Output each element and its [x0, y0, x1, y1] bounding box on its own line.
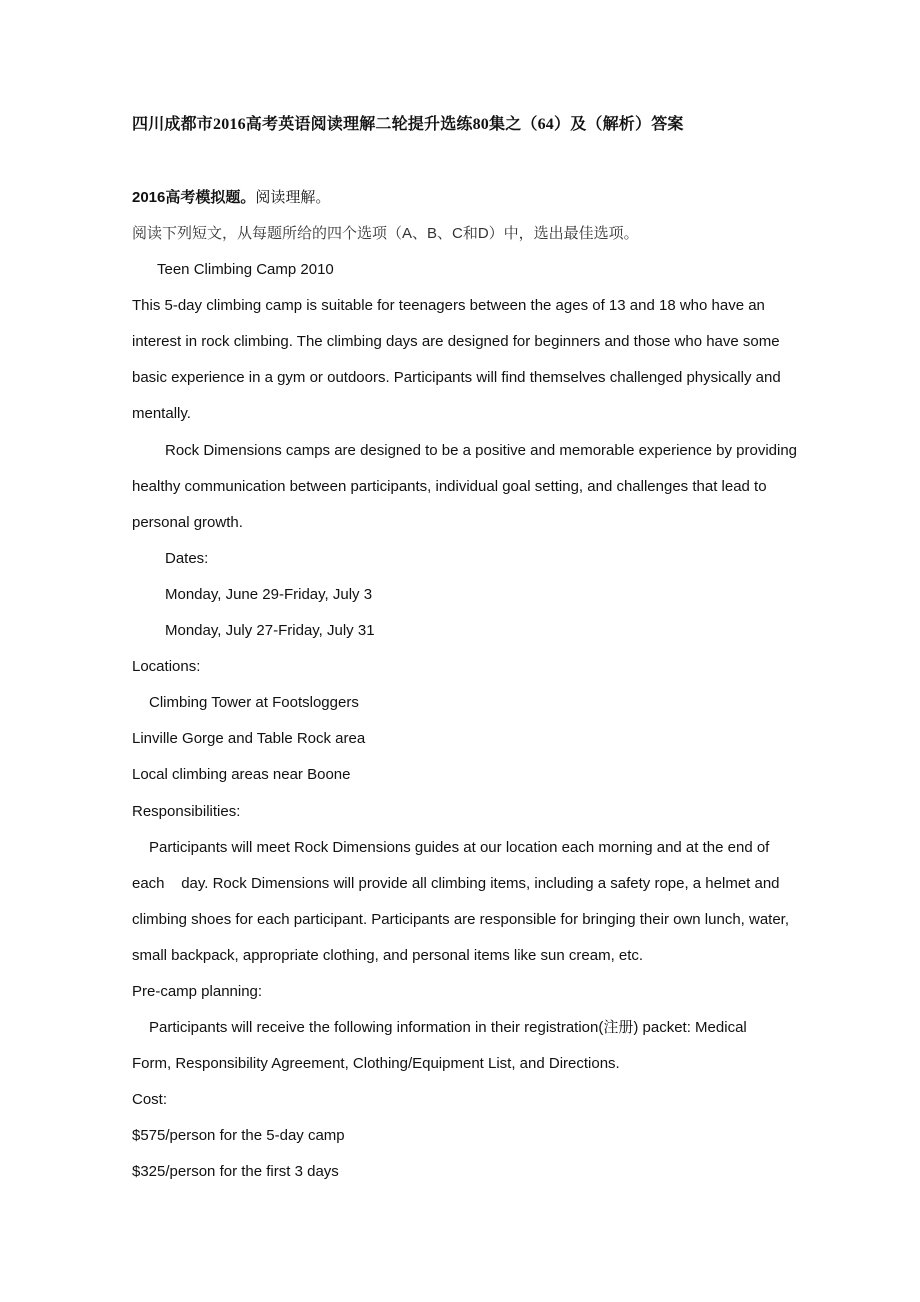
instructions-line: 阅读下列短文，从每题所给的四个选项（A、B、C和D）中，选出最佳选项。: [132, 225, 639, 242]
passage-line: mentally.: [132, 405, 191, 423]
passage-line: healthy communication between participants, individual goal setting, and challenges that lead to: [132, 477, 767, 495]
passage-line: Participants will meet Rock Dimensions guides at our location each morning and at the end of: [149, 838, 770, 856]
passage-line: Locations:: [132, 658, 201, 676]
passage-line: personal growth.: [132, 513, 243, 531]
passage-line: each day. Rock Dimensions will provide all climbing items, including a safety rope, a helmet and: [132, 874, 780, 892]
document-title: 四川成都市2016高考英语阅读理解二轮提升选练80集之（64）及（解析）答案: [132, 116, 684, 133]
passage-line: Teen Climbing Camp 2010: [157, 261, 334, 279]
section-heading: [132, 186, 330, 207]
passage-line: small backpack, appropriate clothing, and personal items like sun cream, etc.: [132, 946, 644, 964]
passage-line: $575/person for the 5-day camp: [132, 1127, 345, 1145]
passage-line: basic experience in a gym or outdoors. Participants will find themselves challenged physically and: [132, 369, 781, 387]
passage-line: Dates:: [165, 549, 209, 567]
passage-body: [132, 223, 812, 1198]
section-heading-bold: 2016高考模拟题。: [132, 189, 256, 206]
passage-line: $325/person for the first 3 days: [132, 1163, 339, 1181]
passage-line: Monday, July 27-Friday, July 31: [165, 622, 375, 640]
passage-line: Form, Responsibility Agreement, Clothing/Equipment List, and Directions.: [132, 1055, 620, 1073]
passage-line: Monday, June 29-Friday, July 3: [165, 585, 373, 603]
passage-line: Responsibilities:: [132, 802, 241, 820]
passage-line: Climbing Tower at Footsloggers: [149, 694, 359, 712]
passage-line: Participants will receive the following information in their registration(注册) packet: Medical: [149, 1019, 747, 1037]
section-heading-normal: 阅读理解。: [255, 189, 331, 206]
passage-line: Pre-camp planning:: [132, 982, 263, 1000]
passage-line: Linville Gorge and Table Rock area: [132, 730, 366, 748]
passage-line: Rock Dimensions camps are designed to be a positive and memorable experience by providing: [165, 441, 798, 459]
passage-line: interest in rock climbing. The climbing days are designed for beginners and those who have some: [132, 333, 780, 351]
passage-line: climbing shoes for each participant. Participants are responsible for bringing their own lunch, water,: [132, 910, 790, 928]
passage-line: Cost:: [132, 1091, 168, 1109]
passage-line: This 5-day climbing camp is suitable for teenagers between the ages of 13 and 18 who have an: [132, 297, 765, 315]
passage-line: Local climbing areas near Boone: [132, 766, 351, 784]
